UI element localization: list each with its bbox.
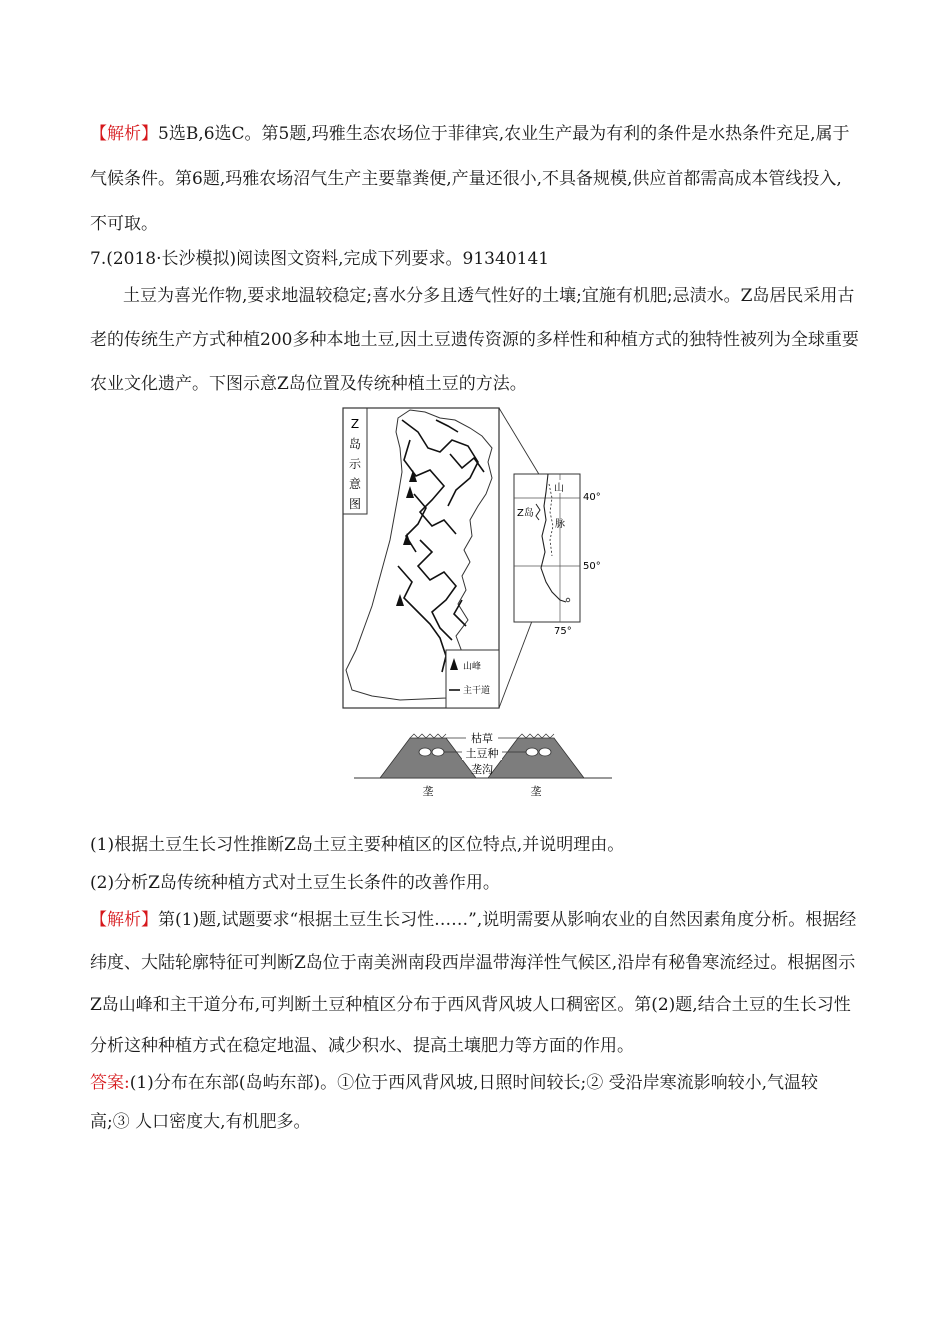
analysis1-text1: 5选B,6选C。第5题,玛雅生态农场位于菲律宾,农业生产最为有利的条件是水热条件充足,属于 [158,124,850,144]
analysis2-line1 [90,908,856,932]
seed-potato [526,748,538,756]
label-ridge-right: 垄 [530,785,542,798]
map-title-char-1: 岛 [348,437,362,451]
question-2: (2)分析Z岛传统种植方式对土豆生长条件的改善作用。 [90,873,500,893]
analysis1-line3: 不可取。 [90,214,158,234]
question-1: (1)根据土豆生长习性推断Z岛土豆主要种植区的区位特点,并说明理由。 [90,835,625,855]
main-roads [398,420,484,672]
analysis-tag: 【解析】 [90,124,158,144]
question7-para2: 老的传统生产方式种植200多种本地土豆,因土豆遗传资源的多样性和种植方式的独特性被列为全球重要 [90,330,859,350]
question7-header: 7.(2018·长沙模拟)阅读图文资料,完成下列要求。91340141 [90,249,550,269]
label-ridge-left: 垄 [422,785,434,798]
analysis2-line4: 分析这种种植方式在稳定地温、减少积水、提高土壤肥力等方面的作用。 [90,1036,634,1056]
ridge-diagram [354,730,612,798]
answer-line2: 高;③ 人口密度大,有机肥多。 [90,1112,311,1132]
grass-right [518,734,554,738]
ridge-right [488,738,584,778]
seed-potato [432,748,444,756]
legend-peak-label: 山峰 [463,662,482,672]
analysis1-line1 [90,122,850,146]
seed-potato [419,748,431,756]
label-ditch: 垄沟 [471,763,493,776]
analysis2-text1: 第(1)题,试题要求“根据土豆生长习性……”,说明需要从影响农业的自然因素角度分析。根据经 [158,910,857,930]
analysis2-line3: Z岛山峰和主干道分布,可判断土豆种植区分布于西风背风坡人口稠密区。第(2)题,结合土豆的生长习性 [90,995,851,1015]
lon-75-label: 75° [554,626,572,637]
analysis2-line2: 纬度、大陆轮廓特征可判断Z岛位于南美洲南段西岸温带海洋性气候区,沿岸有秘鲁寒流经过。根据图示 [90,953,856,973]
map-title-char-4: 图 [348,497,362,511]
grass-left [410,734,446,738]
map-title-char-0: Z [350,417,360,431]
inset-island-label: Z岛 [517,508,534,519]
question7-para1: 土豆为喜光作物,要求地温较稳定;喜水分多且透气性好的土壤;宜施有机肥;忌渍水。Z岛居民采用古 [123,286,855,306]
answer-line1 [90,1071,818,1095]
peak-icon [403,533,411,545]
analysis-tag: 【解析】 [90,910,158,930]
lat-50-label: 50° [583,561,601,572]
label-grass: 枯草 [471,732,493,745]
peak-icon [396,594,404,606]
map-title-char-3: 意 [348,477,362,491]
legend-road-label: 主干道 [463,686,491,696]
question7-para3: 农业文化遗产。下图示意Z岛位置及传统种植土豆的方法。 [90,374,527,394]
label-seed: 土豆种 [465,747,499,760]
peak-icon [406,486,414,498]
inset-mountain-label-2: 脉 [555,519,565,530]
analysis1-line2: 气候条件。第6题,玛雅农场沼气生产主要靠粪便,产量还很小,不具备规模,供应首都需高成本管线投入, [90,169,842,189]
island-figure [330,400,620,800]
answer-text1: (1)分布在东部(岛屿东部)。①位于西风背风坡,日照时间较长;② 受沿岸寒流影响较小,气温较 [129,1073,819,1093]
seed-potato [539,748,551,756]
lat-40-label: 40° [583,492,601,503]
connector-line [499,408,540,476]
inset-mountain-label-1: 山 [554,483,564,494]
map-title-char-2: 示 [348,457,362,471]
ridge-left [380,738,476,778]
answer-tag: 答案: [90,1073,130,1093]
